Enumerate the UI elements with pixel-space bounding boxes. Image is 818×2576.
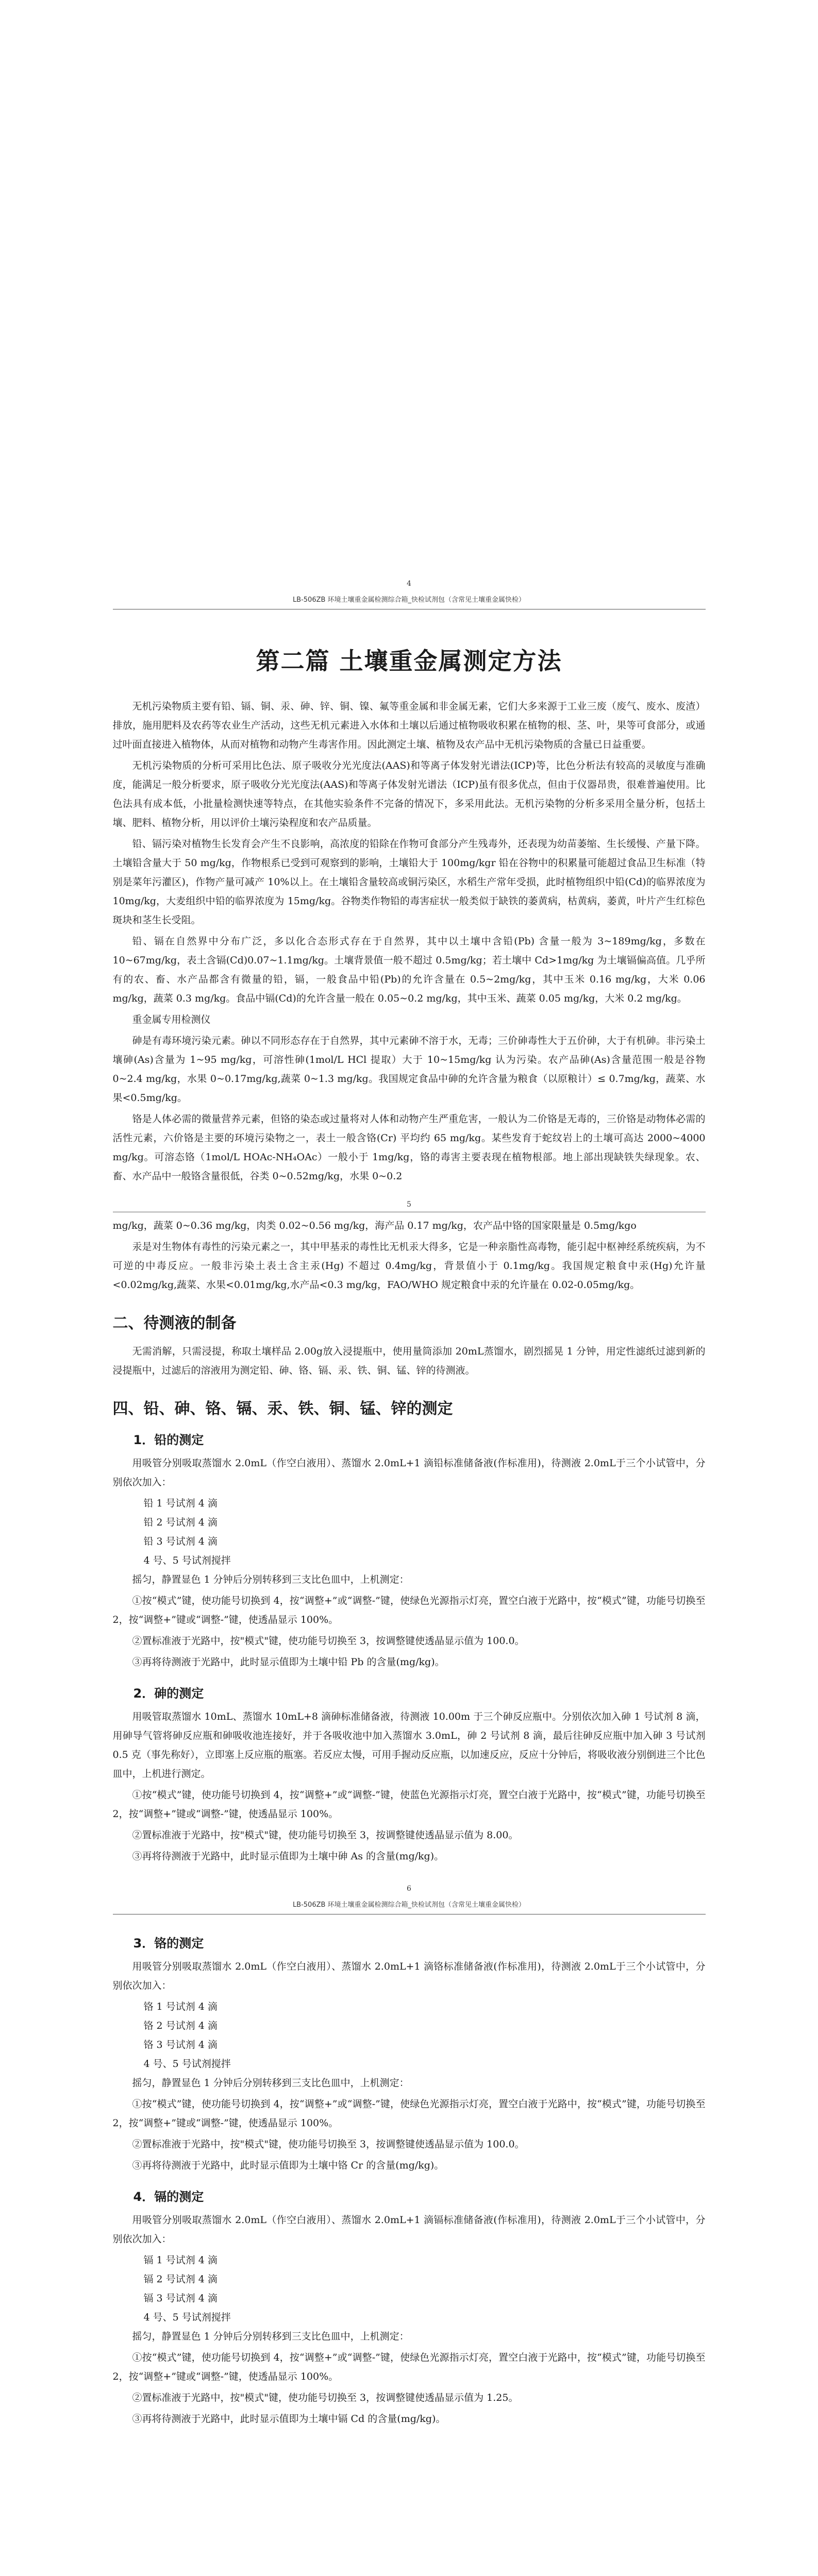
paragraph: 汞是对生物体有毒性的污染元素之一，其中甲基汞的毒性比无机汞大得多，它是一种亲脂性高毒物，能引起中枢神经系统疾病，为不可逆的中毒反应。一般非污染土表土含主汞(Hg) 不超过 0.4mg/kg，背景值小于 0.1mg/kg。我国规定粮食中汞(Hg)允许量<0.02mg/kg,蔬菜、水果<0.01mg/kg,水产品<0.3 mg/kg，FAO/WHO 规定粮食中汞的允许量在 0.02-0.05mg/kg。 [112, 1241, 706, 1291]
paragraph: 无需消解，只需浸提，称取土壤样品 2.00g放入浸提瓶中，使用量筒添加 20mL蒸馏水，剧烈摇晃 1 分钟，用定性滤纸过滤到新的浸提瓶中，过滤后的溶液用为测定铅、砷、铬、镉、汞、铁、铜、锰、锌的待测液。 [112, 1346, 706, 1376]
page-header: LB-506ZB 环境土壤重金属检测综合箱_快检试剂包（含常见土壤重金属快检） [113, 591, 706, 609]
step: ②置标准液于光路中，按"模式"键，使功能号切换至 3，按调整键使透晶显示值为 100.0。 [132, 1635, 525, 1647]
intro-paragraph: 砷是有毒环境污染元素。砷以不同形态存在于自然界，其中元素砷不溶于水，无毒；三价砷毒性大于五价砷，大于有机砷。非污染土壤砷(As)含量为 1~95 mg/kg，可溶性砷(1mol/L HCl 提取）大于 10~15mg/kg 认为污染。农产品砷(As)含量范围一般是谷物 0~2.4 mg/kg，水果 0~0.17mg/kg,蔬菜 0~1.3 mg/kg。我国规定食品中砷的允许含量为粮食（以原粮计）≤ 0.7mg/kg，蔬菜、水果<0.5mg/kg。 [112, 1035, 706, 1104]
page-4-content [113, 642, 706, 1186]
step: ③再将待测液于光路中，此时显示值即为土壤中砷 As 的含量(mg/kg)。 [132, 1851, 444, 1862]
paragraph: 用吸管分别吸取蒸馏水 2.0mL（作空白液用）、蒸馏水 2.0mL+1 滴镉标准储备液(作标准用)，待测液 2.0mL于三个小试管中，分别依次加入： [112, 2214, 706, 2245]
chromium-heading: 3．铬的测定 [133, 1936, 204, 1951]
reagent-item: 铬 3 号试剂 4 滴 [143, 2039, 218, 2050]
step: ③再将待测液于光路中，此时显示值即为土壤中镉 Cd 的含量(mg/kg)。 [132, 2413, 446, 2425]
step: ③再将待测液于光路中，此时显示值即为土壤中铬 Cr 的含量(mg/kg)。 [132, 2160, 444, 2171]
step: ①按“模式”键，使功能号切换到 4，按“调整+”或“调整-”键，使绿色光源指示灯亮，置空白液于光路中，按“模式”键，功能号切换至 2，按“调整+”键或“调整-”键，使透晶显示 100%。 [112, 1595, 706, 1625]
step: 摇匀，静置显色 1 分钟后分别转移到三支比色皿中，上机测定： [132, 1574, 409, 1585]
reagent-item: 铅 2 号试剂 4 滴 [143, 1517, 218, 1528]
step: ①按“模式”键，使功能号切换到 4，按“调整+”或“调整-”键，使绿色光源指示灯亮，置空白液于光路中，按“模式”键，功能号切换至 2，按“调整+”键或“调整-”键，使透晶显示 100%。 [112, 2098, 706, 2129]
intro-paragraph: 重金属专用检测仪 [132, 1014, 211, 1025]
section-title: 第二篇 土壤重金属测定方法 [256, 647, 562, 675]
reagent-item: 铬 2 号试剂 4 滴 [143, 2020, 218, 2031]
step: ③再将待测液于光路中，此时显示值即为土壤中铅 Pb 的含量(mg/kg)。 [132, 1656, 445, 1668]
step: ②置标准液于光路中，按"模式"键，使功能号切换至 3，按调整键使透晶显示值为 1.25。 [132, 2392, 519, 2403]
page-header: LB-506ZB 环境土壤重金属检测综合箱_快检试剂包（含常见土壤重金属快检） [113, 1896, 706, 1914]
reagent-item: 4 号、5 号试剂搅拌 [143, 2312, 231, 2323]
reagent-item: 铅 3 号试剂 4 滴 [143, 1536, 218, 1547]
step: ②置标准液于光路中，按"模式"键，使功能号切换至 3，按调整键使透晶显示值为 8.00。 [132, 1829, 519, 1841]
step: ②置标准液于光路中，按"模式"键，使功能号切换至 3，按调整键使透晶显示值为 100.0。 [132, 2139, 525, 2150]
intro-paragraph: 无机污染物质的分析可采用比色法、原子吸收分光光度法(AAS)和等离子体发射光谱法(ICP)等，比色分析法有较高的灵敏度与准确度，能满足一般分析要求，原子吸收分光光度法(AAS)和等离子体发射光谱法（ICP)虽有很多优点，但由于仪器昂贵，很难普遍使用。比色法具有成本低，小批量检测快速等特点，在其他实验条件不完备的情况下，多采用此法。无机污染物的分析多采用全量分析，包括土壤、肥料、植物分析，用以评价土壤污染程度和农产品质量。 [112, 760, 706, 828]
paragraph: mg/kg，蔬菜 0~0.36 mg/kg，肉类 0.02~0.56 mg/kg，海产品 0.17 mg/kg，农产品中铬的国家限量是 0.5mg/kgo [112, 1220, 637, 1231]
intro-paragraph: 铅、镉污染对植物生长发育会产生不良影响，高浓度的铅除在作物可食部分产生残毒外，还表现为幼苗萎缩、生长缓慢、产量下降。土壤铅含量大于 50 mg/kg，作物根系已受到可观察到的影响，土壤铅大于 100mg/kgr 铅在谷物中的积累量可能超过食品卫生标准（特别是菜年污灌区)，作物产量可减产 10%以上。在土壤铅含量较高或铜污染区，水稻生产常年受损，此时植物组织中铅(Cd)的临界浓度为 10mg/kg，大麦组织中铅的临界浓度为 15mg/kg。谷物类作物铅的毒害症状一般类似于缺铁的萎黄病，枯黄病，萎黄，叶片产生红棕色斑块和茎生长受阻。 [112, 838, 706, 926]
cadmium-heading: 4．镉的测定 [133, 2190, 204, 2204]
step: 摇匀，静置显色 1 分钟后分别转移到三支比色皿中，上机测定： [132, 2331, 409, 2342]
reagent-item: 镉 3 号试剂 4 滴 [143, 2293, 218, 2304]
reagent-item: 镉 2 号试剂 4 滴 [143, 2274, 218, 2285]
reagent-item: 铅 1 号试剂 4 滴 [143, 1498, 218, 1509]
reagent-item: 镉 1 号试剂 4 滴 [143, 2255, 218, 2266]
paragraph: 用吸管分别吸取蒸馏水 2.0mL（作空白液用）、蒸馏水 2.0mL+1 滴铬标准储备液(作标准用)，待测液 2.0mL于三个小试管中，分别依次加入： [112, 1961, 706, 1991]
chapter-heading: 四、铅、砷、铬、镉、汞、铁、铜、锰、锌的测定 [112, 1400, 453, 1418]
arsenic-heading: 2．砷的测定 [133, 1686, 204, 1701]
step: ①按“模式”键，使功能号切换到 4，按“调整+”或“调整-”键，使绿色光源指示灯亮，置空白液于光路中，按“模式”键，功能号切换至 2，按“调整+”键或“调整-”键，使透晶显示 100%。 [112, 2352, 706, 2382]
page-number: 6 [407, 1885, 411, 1893]
step: 摇匀，静置显色 1 分钟后分别转移到三支比色皿中，上机测定： [132, 2077, 409, 2089]
paragraph: 用吸管分别吸取蒸馏水 2.0mL（作空白液用）、蒸馏水 2.0mL+1 滴铅标准储备液(作标准用)，待测液 2.0mL于三个小试管中，分别依次加入： [112, 1458, 706, 1488]
intro-paragraph: 铅、镉在自然界中分布广泛，多以化合态形式存在于自然界，其中以土壤中含铅(Pb) 含量一般为 3~189mg/kg，多数在 10~67mg/kg，表土含镉(Cd)0.07~1.1mg/kg。土壤背景值一般不超过 0.5mg/kg；若土壤中 Cd>1mg/kg 为土壤镉偏高值。几乎所有的农、畜、水产品都含有微量的铅，镉，一般食品中铅(Pb)的允许含量在 0.5~2mg/kg，其中玉米 0.16 mg/kg，大米 0.06 mg/kg，蔬菜 0.3 mg/kg。食品中镉(Cd)的允许含量一般在 0.05~0.2 mg/kg，其中玉米、蔬菜 0.05 mg/kg，大米 0.2 mg/kg。 [112, 936, 706, 1004]
intro-paragraph: 铬是人体必需的微量营养元素，但铬的染态或过量将对人体和动物产生严重危害，一般认为二价铬是无毒的，三价铬是动物体必需的活性元素，六价铬是主要的环境污染物之一，表土一般含铬(Cr) 平均约 65 mg/kg。某些发育于蛇纹岩上的土壤可高达 2000~4000 mg/kg。可溶态铬（1mol/L HOAc-NH₄OAc）一般小于 1mg/kg，铬的毒害主要表现在植物根部。地上部出现缺铁失绿现象。农、畜、水产品中一般铬含量很低，谷类 0~0.52mg/kg，水果 0~0.2 [112, 1113, 706, 1182]
page-number: 4 [407, 580, 411, 588]
paragraph: 用吸管取蒸馏水 10mL、蒸馏水 10mL+8 滴砷标准储备液，待测液 10.00m 于三个砷反应瓶中。分别依次加入砷 1 号试剂 8 滴，用砷导气管将砷反应瓶和砷吸收池连接好，并于各吸收池中加入蒸馏水 3.0mL，砷 2 号试剂 8 滴，最后往砷反应瓶中加入砷 3 号试剂 0.5 克（事先称好），立即塞上反应瓶的瓶塞。若反应太慢，可用手握动反应瓶，以加速反应，反应十分钟后，将吸收液分别倒进三个比色皿中，上机进行测定。 [112, 1711, 706, 1780]
page-6-content [113, 1914, 706, 2429]
reagent-item: 铬 1 号试剂 4 滴 [143, 2001, 218, 2012]
reagent-item: 4 号、5 号试剂搅拌 [143, 1555, 231, 1566]
chapter-heading: 二、待测液的制备 [112, 1314, 237, 1332]
page-5-content [113, 1212, 706, 1866]
reagent-item: 4 号、5 号试剂搅拌 [143, 2058, 231, 2070]
lead-heading: 1．铅的测定 [133, 1433, 204, 1447]
intro-paragraph: 无机污染物质主要有铅、镉、铜、汞、砷、锌、铜、镍、氟等重金属和非金属无素，它们大多来源于工业三废（废气、废水、废渣）排放，施用肥料及农药等农业生产活动，这些无机元素进入水体和土壤以后通过植物吸收积累在植物的根、茎、叶，果等可食部分，或通过叶面直接进入植物体，从而对植物和动物产生毒害作用。因此测定土壤、植物及农产品中无机污染物质的含量已日益重要。 [112, 701, 706, 750]
step: ①按“模式”键，使功能号切换到 4，按“调整+”或“调整-”键，使蓝色光源指示灯亮，置空白液于光路中，按“模式”键，功能号切换至 2，按“调整+”键或“调整-”键，使透晶显示 100%。 [112, 1789, 706, 1820]
page-number: 5 [407, 1200, 411, 1209]
